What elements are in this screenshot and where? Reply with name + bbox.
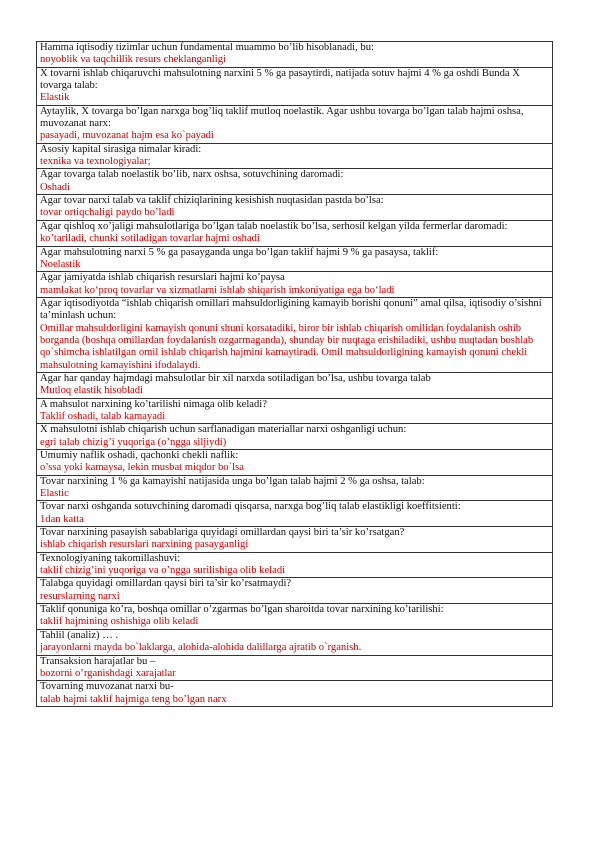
answer-text: jarayonlarni mayda bo`laklarga, alohida-alohida dalillarga ajratib o`rganish. <box>40 642 362 654</box>
table-row <box>37 272 553 298</box>
table-row <box>37 220 553 246</box>
qa-cell <box>37 195 553 221</box>
table-row <box>37 195 553 221</box>
qa-cell <box>37 475 553 501</box>
qa-cell <box>37 372 553 398</box>
question-text: Taklif qonuniga ko’ra, boshqa omillar o’zgarmas bo’lgan sharoitda tovar narxining ko’tarilishi: <box>40 604 444 616</box>
question-text: Agar qishloq xo’jaligi mahsulotlariga bo’lgan talab noelastik bo’lsa, serhosil kelgan yilda fermerlar daromadi: <box>40 220 508 232</box>
question-text: Tovarning muvozanat narxi bu- <box>40 681 174 693</box>
table-row <box>37 655 553 681</box>
question-text: Agar har qanday hajmdagi mahsulotlar bir xil narxda sotiladigan bo’lsa, ushbu tovarga talab <box>40 372 431 384</box>
question-text: Agar iqtisodiyotda “ishlab chiqarish omillari mahsuldorligining kamayib borishi qonuni” amal qilsa, iqtisodiy o’sishni ta’minlash uchun: <box>40 297 542 322</box>
answer-text: Elastic <box>40 488 69 500</box>
answer-text: Mutloq elastik hisobladi <box>40 385 143 397</box>
answer-text: mamlakat ko‘proq tovarlar va xizmatlarni ishlab shiqarish imkoniyatiga ega bo‘ladi <box>40 284 395 296</box>
question-text: Agar tovar narxi talab va taklif chiziqlarining kesishish nuqtasidan pastda bo’lsa: <box>40 195 384 207</box>
question-text: A mahsulot narxining ko’tarilishi nimaga olib keladi? <box>40 398 267 410</box>
qa-cell <box>37 169 553 195</box>
answer-text: Omillar mahsuldorligini kamayish qonuni shuni korsatadiki, biror bir ishlab chiqarish omilidan foydalanish oshib borganda (boshqa omillardan foydalanish ozgarmaganda), shunday bir nuqtaga erishiladiki, ushbu nuqtadan boshlab qo`shimcha ishlatilgan omil ishlab chiqarish hajmini kamaytiradi. Omil mahsuldorligining kamayish qonuni chekli mahsulotning kamayishini ifodalaydi. <box>40 322 534 371</box>
answer-text: 1dan katta <box>40 513 84 525</box>
qa-cell <box>37 67 553 105</box>
question-text: Agar jamiyatda ishlab chiqarish resurslari hajmi ko’paysa <box>40 272 285 284</box>
table-row <box>37 143 553 169</box>
table-row <box>37 372 553 398</box>
qa-cell <box>37 450 553 476</box>
answer-text: Taklif oshadi, talab kamayadi <box>40 410 166 422</box>
question-text: Texnologiyaning takomillashuvi: <box>40 552 181 564</box>
answer-text: talab hajmi taklif hajmiga teng bo’lgan narx <box>40 693 227 705</box>
table-row <box>37 42 553 68</box>
table-row <box>37 578 553 604</box>
table-row <box>37 501 553 527</box>
question-text: Asosiy kapital sirasiga nimalar kiradi: <box>40 143 202 155</box>
qa-cell <box>37 681 553 707</box>
question-text: X tovarni ishlab chiqaruvchi mahsulotning narxini 5 % ga pasaytirdi, natijada sotuv hajmi 4 % ga oshdi Bunda X tovarga talab: <box>40 67 520 92</box>
answer-text: pasayadi, muvozanat hajm esa ko`payadi <box>40 130 214 142</box>
qa-cell <box>37 220 553 246</box>
qa-cell <box>37 143 553 169</box>
table-row <box>37 398 553 424</box>
qa-cell <box>37 578 553 604</box>
table-row <box>37 681 553 707</box>
table-row <box>37 424 553 450</box>
table-row <box>37 527 553 553</box>
table-row <box>37 246 553 272</box>
table-row <box>37 105 553 143</box>
answer-text: texnika va texnologiyalar; <box>40 156 151 168</box>
qa-cell <box>37 424 553 450</box>
qa-cell <box>37 297 553 372</box>
table-row <box>37 297 553 372</box>
table-row <box>37 169 553 195</box>
qa-cell <box>37 604 553 630</box>
answer-text: egri talab chizig’i yuqoriga (o’ngga siljiydi) <box>40 436 227 448</box>
answer-text: resurslarning narxi <box>40 590 120 602</box>
answer-text: ko’tariladi, chunki sotiladigan tovarlar hajmi oshadi <box>40 233 260 245</box>
question-text: X mahsulotni ishlab chiqarish uchun sarflanadigan materiallar narxi oshganligi uchun: <box>40 424 407 436</box>
question-text: Umumiy naflik oshadi, qachonki chekli naflik: <box>40 450 239 461</box>
table-row <box>37 552 553 578</box>
qa-cell <box>37 42 553 68</box>
answer-text: Elastik <box>40 92 70 104</box>
question-text: Tahlil (analiz) … . <box>40 629 119 641</box>
qa-cell <box>37 527 553 553</box>
table-row <box>37 67 553 105</box>
answer-text: tovar ortiqchaligi paydo bo’ladi <box>40 207 175 219</box>
qa-cell <box>37 272 553 298</box>
question-text: Tovar narxi oshganda sotuvchining daromadi qisqarsa, narxga bog’liq talab elastikligi koeffitsienti: <box>40 501 461 513</box>
answer-text: taklif chizig’ini yuqoriga va o’ngga surilishiga olib keladi <box>40 565 286 577</box>
answer-text: o’ssa yoki kamaysa, lekin musbat miqdor bo`lsa <box>40 462 244 474</box>
answer-text: ishlab chiqarish resurslari narxining pasayganligi <box>40 539 249 551</box>
table-body <box>37 42 553 707</box>
table-row <box>37 629 553 655</box>
qa-cell <box>37 655 553 681</box>
table-row <box>37 475 553 501</box>
qa-cell <box>37 501 553 527</box>
qa-cell <box>37 552 553 578</box>
question-answer-table <box>36 41 553 707</box>
qa-cell <box>37 105 553 143</box>
answer-text: Noelastik <box>40 258 81 270</box>
answer-text: bozorni o’rganishdagi xarajatlar <box>40 667 176 679</box>
answer-text: Oshadi <box>40 181 71 193</box>
question-text: Talabga quyidagi omillardan qaysi biri ta’sir ko’rsatmaydi? <box>40 578 292 590</box>
qa-cell <box>37 246 553 272</box>
question-text: Agar tovarga talab noelastik bo’lib, narx oshsa, sotuvchining daromadi: <box>40 169 344 181</box>
answer-text: taklif hajmining oshishiga olib keladi <box>40 616 199 628</box>
question-text: Transaksion harajatlar bu – <box>40 655 156 667</box>
table-row <box>37 604 553 630</box>
question-text: Aytaylik, X tovarga bo’lgan narxga bog’liq taklif mutloq noelastik. Agar ushbu tovarga bo’lgan talab hajmi oshsa, muvozanat narx: <box>40 105 524 130</box>
table-row <box>37 450 553 476</box>
qa-cell <box>37 629 553 655</box>
question-text: Agar mahsulotning narxi 5 % ga pasayganda unga bo’lgan taklif hajmi 9 % ga pasaysa, taklif: <box>40 246 439 258</box>
question-text: Tovar narxining pasayish sabablariga quyidagi omillardan qaysi biri ta’sir ko’rsatgan? <box>40 527 405 539</box>
question-text: Tovar narxining 1 % ga kamayishi natijasida unga bo’lgan talab hajmi 2 % ga oshsa, talab: <box>40 475 425 487</box>
question-text: Hamma iqtisodiy tizimlar uchun fundamental muammo bo’lib hisoblanadi, bu: <box>40 42 374 53</box>
answer-text: noyoblik va taqchillik resurs cheklanganligi <box>40 54 226 66</box>
qa-cell <box>37 398 553 424</box>
